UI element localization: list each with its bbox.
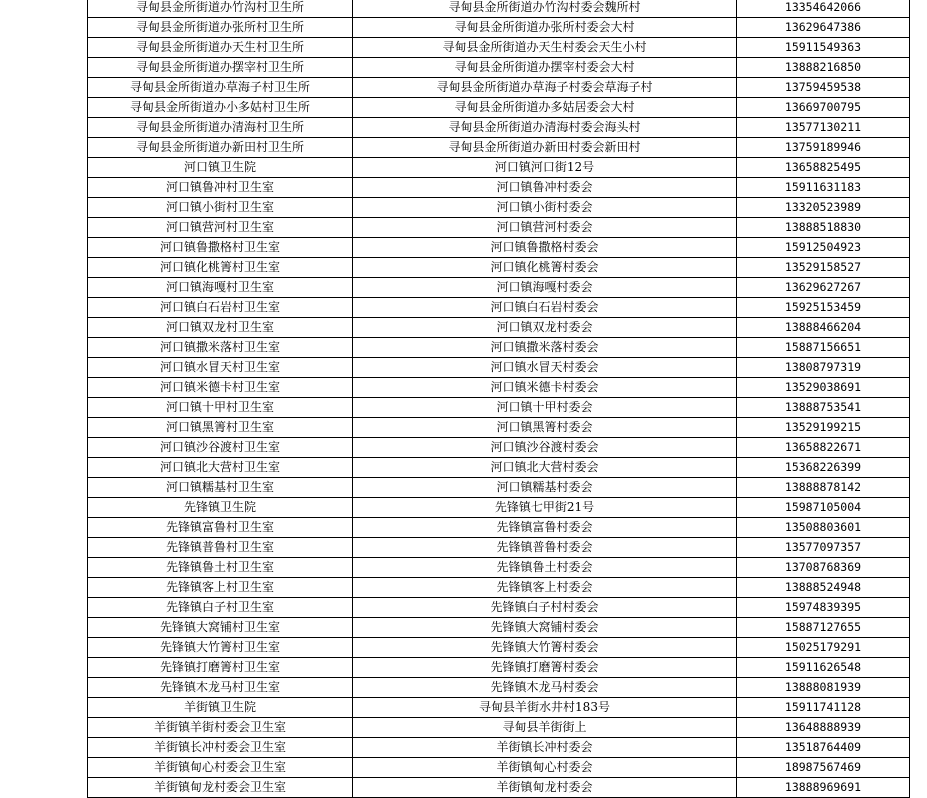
clinic-name-cell[interactable]: 寻甸县金所街道办张所村卫生所	[88, 18, 353, 38]
table-row	[88, 358, 910, 378]
address-cell[interactable]: 河口镇黑箐村委会	[353, 418, 737, 438]
phone-cell[interactable]: 13759459538	[737, 78, 910, 98]
clinic-name-cell[interactable]: 河口镇营河村卫生室	[88, 218, 353, 238]
phone-cell[interactable]: 13354642066	[737, 0, 910, 18]
table-row	[88, 578, 910, 598]
address-cell[interactable]: 河口镇鲁冲村委会	[353, 178, 737, 198]
clinic-name-cell[interactable]: 河口镇糯基村卫生室	[88, 478, 353, 498]
table-row	[88, 0, 910, 18]
phone-cell[interactable]: 13658822671	[737, 438, 910, 458]
phone-cell[interactable]: 13888878142	[737, 478, 910, 498]
phone-cell[interactable]: 13888969691	[737, 778, 910, 798]
phone-cell[interactable]: 15025179291	[737, 638, 910, 658]
clinic-name-cell[interactable]: 先锋镇木龙马村卫生室	[88, 678, 353, 698]
clinic-name-cell[interactable]: 河口镇沙谷渡村卫生室	[88, 438, 353, 458]
address-cell[interactable]: 先锋镇白子村村委会	[353, 598, 737, 618]
phone-cell[interactable]: 15911741128	[737, 698, 910, 718]
clinic-name-cell[interactable]: 羊街镇长冲村委会卫生室	[88, 738, 353, 758]
address-cell[interactable]: 先锋镇普鲁村委会	[353, 538, 737, 558]
address-cell[interactable]: 先锋镇客上村委会	[353, 578, 737, 598]
table-row	[88, 398, 910, 418]
table-row	[88, 258, 910, 278]
address-cell[interactable]: 寻甸县金所街道办新田村委会新田村	[353, 138, 737, 158]
clinic-name-cell[interactable]: 河口镇化桃箐村卫生室	[88, 258, 353, 278]
address-cell[interactable]: 羊街镇甸龙村委会	[353, 778, 737, 798]
table-row	[88, 758, 910, 778]
phone-cell[interactable]: 15911626548	[737, 658, 910, 678]
address-cell[interactable]: 寻甸县金所街道办竹沟村委会魏所村	[353, 0, 737, 18]
address-cell[interactable]: 河口镇河口街12号	[353, 158, 737, 178]
table-row	[88, 178, 910, 198]
phone-cell[interactable]: 13888466204	[737, 318, 910, 338]
clinic-name-cell[interactable]: 河口镇北大营村卫生室	[88, 458, 353, 478]
clinic-name-cell[interactable]: 河口镇卫生院	[88, 158, 353, 178]
address-cell[interactable]: 寻甸县金所街道办摆宰村委会大村	[353, 58, 737, 78]
clinic-name-cell[interactable]: 河口镇小街村卫生室	[88, 198, 353, 218]
clinic-name-cell[interactable]: 寻甸县金所街道办新田村卫生所	[88, 138, 353, 158]
table-row	[88, 378, 910, 398]
phone-cell[interactable]: 15925153459	[737, 298, 910, 318]
table-row	[88, 238, 910, 258]
phone-cell[interactable]: 13888753541	[737, 398, 910, 418]
clinic-name-cell[interactable]: 先锋镇普鲁村卫生室	[88, 538, 353, 558]
table-row	[88, 678, 910, 698]
table-row	[88, 218, 910, 238]
table-row	[88, 518, 910, 538]
phone-cell[interactable]: 13508803601	[737, 518, 910, 538]
table-row	[88, 638, 910, 658]
table-row	[88, 418, 910, 438]
phone-cell[interactable]: 15911631183	[737, 178, 910, 198]
table-row	[88, 198, 910, 218]
table-row	[88, 18, 910, 38]
phone-cell[interactable]: 13669700795	[737, 98, 910, 118]
table-row	[88, 118, 910, 138]
clinic-table	[87, 0, 910, 798]
phone-cell[interactable]: 13320523989	[737, 198, 910, 218]
clinic-name-cell[interactable]: 先锋镇富鲁村卫生室	[88, 518, 353, 538]
address-cell[interactable]: 先锋镇木龙马村委会	[353, 678, 737, 698]
phone-cell[interactable]: 15887127655	[737, 618, 910, 638]
phone-cell[interactable]: 13759189946	[737, 138, 910, 158]
address-cell[interactable]: 寻甸县金所街道办草海子村委会草海子村	[353, 78, 737, 98]
table-row	[88, 338, 910, 358]
clinic-name-cell[interactable]: 河口镇鲁冲村卫生室	[88, 178, 353, 198]
phone-cell[interactable]: 13888518830	[737, 218, 910, 238]
phone-cell[interactable]: 13629647386	[737, 18, 910, 38]
address-cell[interactable]: 河口镇海嘎村委会	[353, 278, 737, 298]
phone-cell[interactable]: 13648888939	[737, 718, 910, 738]
phone-cell[interactable]: 13529158527	[737, 258, 910, 278]
address-cell[interactable]: 河口镇鲁撒格村委会	[353, 238, 737, 258]
address-cell[interactable]: 先锋镇大窝铺村委会	[353, 618, 737, 638]
table-body	[88, 0, 910, 798]
clinic-name-cell[interactable]: 河口镇水冒天村卫生室	[88, 358, 353, 378]
address-cell[interactable]: 河口镇化桃箐村委会	[353, 258, 737, 278]
phone-cell[interactable]: 13888081939	[737, 678, 910, 698]
address-cell[interactable]: 河口镇营河村委会	[353, 218, 737, 238]
clinic-name-cell[interactable]: 先锋镇大竹箐村卫生室	[88, 638, 353, 658]
table-row	[88, 618, 910, 638]
phone-cell[interactable]: 13888216850	[737, 58, 910, 78]
address-cell[interactable]: 河口镇白石岩村委会	[353, 298, 737, 318]
address-cell[interactable]: 先锋镇打磨箐村委会	[353, 658, 737, 678]
clinic-name-cell[interactable]: 先锋镇客上村卫生室	[88, 578, 353, 598]
phone-cell[interactable]: 13629627267	[737, 278, 910, 298]
table-row	[88, 538, 910, 558]
address-cell[interactable]: 寻甸县金所街道办张所村委会大村	[353, 18, 737, 38]
table-row	[88, 318, 910, 338]
table-row	[88, 658, 910, 678]
table-row	[88, 158, 910, 178]
phone-cell[interactable]: 15974839395	[737, 598, 910, 618]
clinic-name-cell[interactable]: 河口镇海嘎村卫生室	[88, 278, 353, 298]
table-row	[88, 598, 910, 618]
table-row	[88, 58, 910, 78]
address-cell[interactable]: 河口镇水冒天村委会	[353, 358, 737, 378]
clinic-name-cell[interactable]: 羊街镇羊街村委会卫生室	[88, 718, 353, 738]
address-cell[interactable]: 河口镇双龙村委会	[353, 318, 737, 338]
phone-cell[interactable]: 15368226399	[737, 458, 910, 478]
address-cell[interactable]: 羊街镇长冲村委会	[353, 738, 737, 758]
address-cell[interactable]: 河口镇米德卡村委会	[353, 378, 737, 398]
phone-cell[interactable]: 13529199215	[737, 418, 910, 438]
address-cell[interactable]: 寻甸县金所街道办清海村委会海头村	[353, 118, 737, 138]
phone-cell[interactable]: 18987567469	[737, 758, 910, 778]
table-row	[88, 778, 910, 798]
table-row	[88, 278, 910, 298]
clinic-name-cell[interactable]: 羊街镇甸龙村委会卫生室	[88, 778, 353, 798]
address-cell[interactable]: 河口镇北大营村委会	[353, 458, 737, 478]
table-row	[88, 78, 910, 98]
phone-cell[interactable]: 13529038691	[737, 378, 910, 398]
address-cell[interactable]: 寻甸县羊街街上	[353, 718, 737, 738]
table-row	[88, 558, 910, 578]
clinic-name-cell[interactable]: 先锋镇鲁土村卫生室	[88, 558, 353, 578]
address-cell[interactable]: 河口镇小街村委会	[353, 198, 737, 218]
clinic-name-cell[interactable]: 寻甸县金所街道办清海村卫生所	[88, 118, 353, 138]
phone-cell[interactable]: 15912504923	[737, 238, 910, 258]
clinic-name-cell[interactable]: 寻甸县金所街道办小多姑村卫生所	[88, 98, 353, 118]
table-row	[88, 498, 910, 518]
phone-cell[interactable]: 13808797319	[737, 358, 910, 378]
phone-cell[interactable]: 15911549363	[737, 38, 910, 58]
phone-cell[interactable]: 13577097357	[737, 538, 910, 558]
phone-cell[interactable]: 13518764409	[737, 738, 910, 758]
table-row	[88, 138, 910, 158]
clinic-name-cell[interactable]: 河口镇十甲村卫生室	[88, 398, 353, 418]
address-cell[interactable]: 河口镇撒米落村委会	[353, 338, 737, 358]
phone-cell[interactable]: 13577130211	[737, 118, 910, 138]
clinic-name-cell[interactable]: 河口镇撒米落村卫生室	[88, 338, 353, 358]
clinic-name-cell[interactable]: 羊街镇卫生院	[88, 698, 353, 718]
clinic-name-cell[interactable]: 先锋镇白子村卫生室	[88, 598, 353, 618]
phone-cell[interactable]: 15887156651	[737, 338, 910, 358]
phone-cell[interactable]: 13888524948	[737, 578, 910, 598]
address-cell[interactable]: 河口镇沙谷渡村委会	[353, 438, 737, 458]
clinic-name-cell[interactable]: 河口镇米德卡村卫生室	[88, 378, 353, 398]
table-row	[88, 38, 910, 58]
phone-cell[interactable]: 13708768369	[737, 558, 910, 578]
table-row	[88, 698, 910, 718]
clinic-name-cell[interactable]: 先锋镇大窝铺村卫生室	[88, 618, 353, 638]
address-cell[interactable]: 先锋镇鲁土村委会	[353, 558, 737, 578]
clinic-name-cell[interactable]: 先锋镇卫生院	[88, 498, 353, 518]
clinic-name-cell[interactable]: 先锋镇打磨箐村卫生室	[88, 658, 353, 678]
table-row	[88, 438, 910, 458]
address-cell[interactable]: 先锋镇大竹箐村委会	[353, 638, 737, 658]
clinic-name-cell[interactable]: 羊街镇甸心村委会卫生室	[88, 758, 353, 778]
address-cell[interactable]: 先锋镇七甲街21号	[353, 498, 737, 518]
clinic-name-cell[interactable]: 寻甸县金所街道办草海子村卫生所	[88, 78, 353, 98]
table-row	[88, 738, 910, 758]
table-row	[88, 458, 910, 478]
address-cell[interactable]: 寻甸县金所街道办天生村委会天生小村	[353, 38, 737, 58]
table-row	[88, 98, 910, 118]
table-row	[88, 718, 910, 738]
table-row	[88, 298, 910, 318]
phone-cell[interactable]: 15987105004	[737, 498, 910, 518]
address-cell[interactable]: 寻甸县羊街水井村183号	[353, 698, 737, 718]
address-cell[interactable]: 河口镇糯基村委会	[353, 478, 737, 498]
table-row	[88, 478, 910, 498]
clinic-name-cell[interactable]: 寻甸县金所街道办摆宰村卫生所	[88, 58, 353, 78]
clinic-name-cell[interactable]: 河口镇白石岩村卫生室	[88, 298, 353, 318]
clinic-name-cell[interactable]: 寻甸县金所街道办竹沟村卫生所	[88, 0, 353, 18]
address-cell[interactable]: 先锋镇富鲁村委会	[353, 518, 737, 538]
clinic-name-cell[interactable]: 河口镇鲁撒格村卫生室	[88, 238, 353, 258]
clinic-name-cell[interactable]: 河口镇黑箐村卫生室	[88, 418, 353, 438]
address-cell[interactable]: 羊街镇甸心村委会	[353, 758, 737, 778]
clinic-name-cell[interactable]: 寻甸县金所街道办天生村卫生所	[88, 38, 353, 58]
clinic-name-cell[interactable]: 河口镇双龙村卫生室	[88, 318, 353, 338]
address-cell[interactable]: 寻甸县金所街道办多姑居委会大村	[353, 98, 737, 118]
address-cell[interactable]: 河口镇十甲村委会	[353, 398, 737, 418]
phone-cell[interactable]: 13658825495	[737, 158, 910, 178]
